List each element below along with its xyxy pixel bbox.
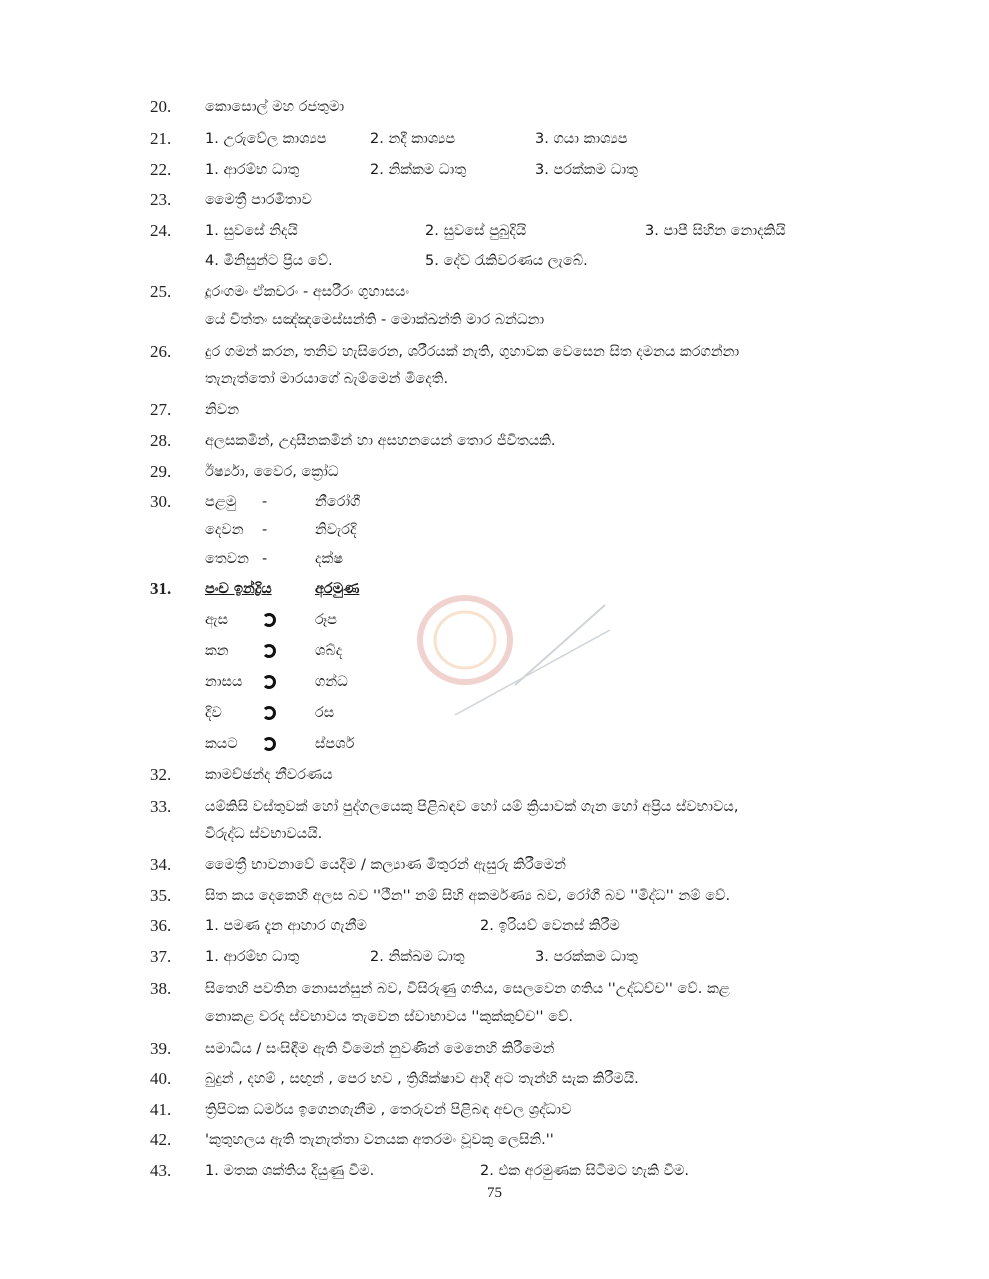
rank-label: පළමු: [205, 494, 237, 510]
option-1: 1. මතක ශක්තිය දියුණු වීම.: [205, 1163, 375, 1179]
rank-value: දක්ෂ: [315, 551, 344, 567]
item-number: 30.: [150, 492, 172, 511]
answer-text: ඊර්ෂ්‍යා, වෛර, ක්‍රෝධ: [205, 464, 339, 480]
answer-38: [0, 977, 989, 1001]
answer-25: [0, 280, 989, 304]
answer-20: [0, 95, 989, 119]
answer-39: [0, 1037, 989, 1061]
item-number: 35.: [150, 886, 172, 905]
option-3: 3. පරක්කම ධාතු: [535, 162, 638, 178]
item-number: 28.: [150, 431, 172, 450]
item-number: 37.: [150, 947, 172, 966]
rank-label: දෙවන: [205, 522, 244, 538]
answer-34: [0, 853, 989, 877]
answer-text: දුර ගමන් කරන, තනිව හැසිරෙන, ශරීරයක් නැති, ගුහාවක වෙසෙන සිත දමනය කරගන්නා: [205, 344, 740, 360]
item-number: 41.: [150, 1100, 172, 1119]
answer-23: [0, 188, 989, 212]
answer-text: ත්‍රිපිටක ධර්මය ඉගෙනගැනීම , තෙරුවන් පිළිබඳ අචල ශ්‍රද්ධාව: [205, 1102, 572, 1118]
sense-object: ශබ්ද: [315, 643, 343, 659]
item-number: 31.: [150, 579, 172, 598]
answer-32: [0, 763, 989, 787]
arrow-icon: [262, 706, 276, 720]
answer-text: නිවන: [205, 402, 239, 418]
separator: -: [262, 551, 268, 567]
rank-value: නීරෝගී: [315, 494, 361, 510]
sense-row: [0, 608, 989, 632]
option-1: 1. සුවසේ නිදයි: [205, 223, 298, 239]
answer-text-cont: විරුද්ධ ස්වභාවයයි.: [205, 826, 323, 842]
answer-42: [0, 1128, 989, 1152]
page-number: 75: [487, 1185, 502, 1201]
sense-object: රූප: [315, 612, 337, 628]
option-2: 2. ඉරියව් වෙනස් කිරීම: [480, 918, 620, 934]
item-number: 38.: [150, 979, 172, 998]
option-2: 2. එක අරමුණක සිටීමට හැකි වීම.: [480, 1163, 690, 1179]
sense-object: රස: [315, 705, 335, 721]
answer-41: [0, 1098, 989, 1122]
item-number: 21.: [150, 129, 172, 148]
answer-31: [0, 577, 989, 601]
item-number: 40.: [150, 1069, 172, 1088]
item-number: 24.: [150, 221, 172, 240]
answer-29: [0, 460, 989, 484]
option-4: 4. මිනිසුන්ට ප්‍රිය වේ.: [205, 253, 333, 269]
answer-text: මෛත්‍රී පාරමිතාව: [205, 192, 312, 208]
item-number: 32.: [150, 765, 172, 784]
option-2: 2. නදී කාශ්‍යප: [370, 131, 456, 147]
answer-33-line2: [0, 822, 989, 846]
answer-30: [0, 490, 989, 514]
answer-36: [0, 914, 989, 938]
answer-38-line2: [0, 1005, 989, 1029]
sense-row: [0, 639, 989, 663]
item-number: 20.: [150, 97, 172, 116]
option-2: 2. නික්කම ධාතු: [370, 162, 467, 178]
answer-37: [0, 945, 989, 969]
rank-value: නිවැරදි: [315, 522, 357, 538]
answer-40: [0, 1067, 989, 1091]
option-3: 3. පරක්කම ධාතු: [535, 949, 638, 965]
item-number: 36.: [150, 916, 172, 935]
sense-name: ඇස: [205, 612, 229, 628]
sense-row: [0, 732, 989, 756]
answer-33: [0, 795, 989, 819]
option-1: 1. ආරම්භ ධාතු: [205, 162, 300, 178]
arrow-icon: [262, 737, 276, 751]
sense-name: කන: [205, 643, 229, 659]
sense-name: කයට: [205, 736, 238, 752]
answer-text-cont: නොකළ වරද ස්වභාවය තැවෙන ස්වාභාවය ''කුක්කුච්ච'' වේ.: [205, 1009, 573, 1025]
option-1: 1. උරුවේල කාශ්‍යප: [205, 131, 327, 147]
sense-name: නාසය: [205, 674, 243, 690]
item-number: 22.: [150, 160, 172, 179]
answer-28: [0, 429, 989, 453]
answer-text: කාමච්ඡන්ද නීවරණය: [205, 767, 333, 783]
option-5: 5. දේව රැකිවරණය ලැබේ.: [425, 253, 588, 269]
column-heading-objects: අරමුණ: [315, 581, 360, 597]
item-number: 39.: [150, 1039, 172, 1058]
answer-text: කොසොල් මහ රජතුමා: [205, 99, 345, 115]
answer-30-row3: [0, 547, 989, 571]
arrow-icon: [262, 675, 276, 689]
sense-name: දිව: [205, 705, 222, 721]
item-number: 27.: [150, 400, 172, 419]
item-number: 26.: [150, 342, 172, 361]
sense-row: [0, 701, 989, 725]
answer-21: [0, 127, 989, 151]
answer-text: යම්කිසි වස්තුවක් හෝ පුද්ගලයෙකු පිළිබඳව හෝ යම් ක්‍රියාවක් ගැන හෝ අප්‍රිය ස්වභාවය,: [205, 799, 739, 815]
sense-row: [0, 670, 989, 694]
item-number: 42.: [150, 1130, 172, 1149]
answer-24: [0, 219, 989, 243]
answer-text-cont: තැනැත්තෝ මාරයාගේ බැම්මෙන් මිදෙති.: [205, 371, 449, 387]
option-2: 2. නික්ඛම ධාතු: [370, 949, 465, 965]
column-heading-senses: පංච ඉන්ද්‍රිය: [205, 581, 272, 597]
answer-text: සිතෙහි පවතින නොසන්සුන් බව, විසිරුණු ගතිය, සෙලවෙන ගතිය ''උද්ධච්ච'' වේ. කළ: [205, 981, 730, 997]
verse-line-1: දූරංගමං ඒකචරං - අසරීරං ගුහාසයං: [205, 284, 410, 300]
answer-26: [0, 340, 989, 364]
separator: -: [262, 494, 268, 510]
arrow-icon: [262, 644, 276, 658]
option-2: 2. සුවසේ පුබුදියි: [425, 223, 527, 239]
sense-object: ස්පර්ශ: [315, 736, 355, 752]
answer-25-line2: [0, 308, 989, 332]
answer-text: අලසකමින්, උදාසීනකමින් හා අසහනයෙන් තොර ජීවිතයකි.: [205, 433, 556, 449]
answer-30-row2: [0, 518, 989, 542]
item-number: 43.: [150, 1161, 172, 1180]
option-3: 3. පාපී සිහින නොදකියි: [645, 223, 786, 239]
sense-object: ගන්ධ: [315, 674, 348, 690]
item-number: 33.: [150, 797, 172, 816]
item-number: 25.: [150, 282, 172, 301]
answer-22: [0, 158, 989, 182]
answer-27: [0, 398, 989, 422]
item-number: 23.: [150, 190, 172, 209]
answer-text: බුදුන් , දහම් , සඟුන් , පෙර භව , ත්‍රිශික්ෂාව ආදී අට තැන්හි සැක කිරීමයි.: [205, 1071, 639, 1087]
rank-label: තෙවන: [205, 551, 249, 567]
answer-text: සිත කය දෙකෙහි අලස බව ''ථීන'' නම් සිහි අකර්මණ්‍ය බව, රෝගී බව ''මිද්ධ'' නම් වේ.: [205, 888, 731, 904]
answer-24-line2: [0, 249, 989, 273]
answer-26-line2: [0, 367, 989, 391]
item-number: 34.: [150, 855, 172, 874]
verse-line-2: යේ චිත්තං සඤ්ඤමෙස්සන්ති - මොක්ඛන්ති මාර බන්ධනා: [205, 312, 545, 328]
answer-43: [0, 1159, 989, 1183]
answer-text: සමාධිය / සංසිඳීම ඇති වීමෙන් නුවණින් මෙනෙහි කිරීමෙන්: [205, 1041, 555, 1057]
separator: -: [262, 522, 268, 538]
arrow-icon: [262, 613, 276, 627]
answer-text: 'කුතුහලය ඇති තැනැත්තා වනයක අතරමං වූවකු ලෙසිනි.'': [205, 1132, 554, 1148]
option-3: 3. ගයා කාශ්‍යප: [535, 131, 628, 147]
answer-35: [0, 884, 989, 908]
answer-text: මෛත්‍රී භාවනාවේ යෙදීම / කල්‍යාණ මිතුරන් ඇසුරු කිරීමෙන්: [205, 857, 566, 873]
option-1: 1. ආරම්භ ධාතු: [205, 949, 300, 965]
option-1: 1. පමණ දැන ආහාර ගැනීම: [205, 918, 367, 934]
item-number: 29.: [150, 462, 172, 481]
